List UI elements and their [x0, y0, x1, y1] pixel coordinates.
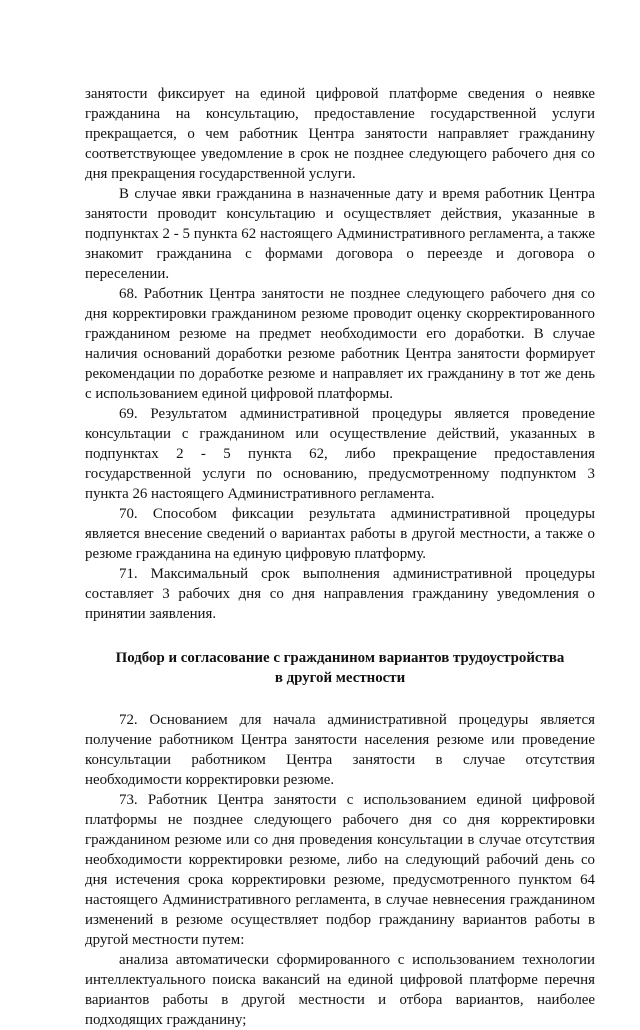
section-heading: Подбор и согласование с гражданином вариантов трудоустройства в другой местности — [115, 650, 565, 686]
paragraph-69: 69. Результатом административной процедуры является проведение консультации с гражданином или осуществление действий, указанных в подпунктах 2 - 5 пункта 62, либо прекращение предоставления государственной услуги по основанию, предусмотренному подпунктом 3 пункта 26 настоящего Административного регламента. — [85, 406, 595, 502]
paragraph-appearance-consultation: В случае явки гражданина в назначенные дату и время работник Центра занятости проводит консультацию и осуществляет действия, указанные в подпунктах 2 - 5 пункта 62 настоящего Административного регламента, а также знакомит гражданина с формами договора о переезде и договора о переселении. — [85, 186, 595, 282]
paragraph-73: 73. Работник Центра занятости с использованием единой цифровой платформы не позднее следующего рабочего дня со дня корректировки гражданином резюме или со дня проведения консультации в случае отсутствия необходимости корректировки резюме, либо на следующий рабочий день со дня истечения срока корректировки резюме, предусмотренного пунктом 64 настоящего Административного регламента, в случае невнесения гражданином изменений в резюме осуществляет подбор гражданину вариантов работы в другой местности путем: — [85, 792, 595, 948]
paragraph-continuation: занятости фиксирует на единой цифровой платформе сведения о неявке гражданина на консультацию, предоставление государственной услуги прекращается, о чем работник Центра занятости направляет гражданину соответствующее уведомление в срок не позднее следующего рабочего дня со дня прекращения государственной услуги. — [85, 86, 595, 182]
document-page — [85, 84, 595, 1030]
paragraph-72: 72. Основанием для начала административной процедуры является получение работником Центра занятости населения резюме или проведение консультации работником Центра занятости в случае отсутствия необходимости корректировки резюме. — [85, 712, 595, 788]
paragraph-analysis: анализа автоматически сформированного с использованием технологии интеллектуального поиска вакансий на единой цифровой платформе перечня вариантов работы в другой местности и отбора вариантов, наиболее подходящих гражданину; — [85, 952, 595, 1028]
paragraph-68: 68. Работник Центра занятости не позднее следующего рабочего дня со дня корректировки гражданином резюме проводит оценку скорректированного гражданином резюме на предмет необходимости его доработки. В случае наличия оснований доработки резюме работник Центра занятости формирует рекомендации по доработке резюме и направляет их гражданину в тот же день с использованием единой цифровой платформы. — [85, 286, 595, 402]
paragraph-71: 71. Максимальный срок выполнения административной процедуры составляет 3 рабочих дня со дня направления гражданину уведомления о принятии заявления. — [85, 566, 595, 622]
paragraph-70: 70. Способом фиксации результата административной процедуры является внесение сведений о вариантах работы в другой местности, а также о резюме гражданина на единую цифровую платформу. — [85, 506, 595, 562]
